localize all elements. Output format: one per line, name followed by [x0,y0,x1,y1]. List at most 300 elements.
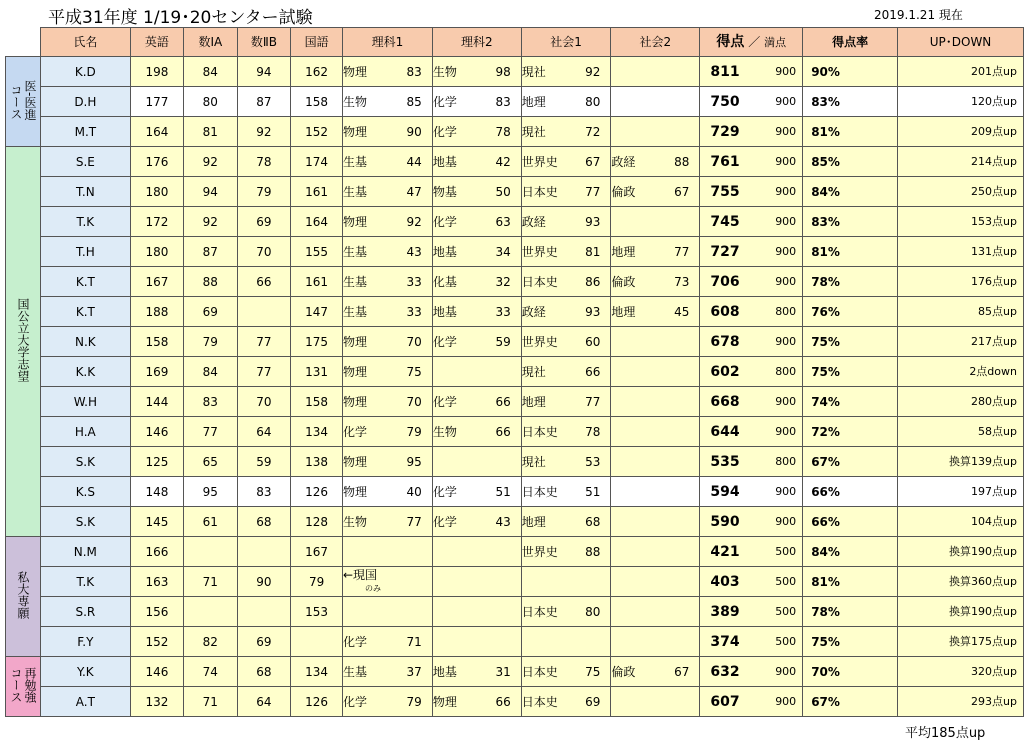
full-value: 900 [775,274,797,288]
table-row [6,687,1024,717]
student-name: K.D [41,57,131,87]
total-value: 706 [710,273,740,290]
score-english: 163 [130,567,183,597]
group-label [6,537,41,657]
social1-cell [521,687,611,717]
science1-value: 92 [406,214,422,229]
science2-cell [432,327,521,357]
total-value: 745 [710,213,740,230]
total-value: 374 [710,633,740,650]
score-math2b: 70 [237,387,291,417]
table-row [6,627,1024,657]
science1-subject: 物理 [342,334,367,349]
science2-value: 42 [495,154,511,169]
social1-cell [521,387,611,417]
average-note: 平均185点up [905,726,986,741]
table-row [6,657,1024,687]
science1-value: 79 [406,424,422,439]
social2-subject: 倫政 [611,184,636,199]
total-score [700,537,803,567]
full-value: 900 [775,394,797,408]
score-japanese: 134 [291,417,343,447]
score-english: 144 [130,387,183,417]
social2-cell [611,357,700,387]
total-value: 602 [710,363,740,380]
total-value: 729 [710,123,740,140]
student-name: A.T [41,687,131,717]
science1-cell [342,237,432,267]
social2-cell [611,507,700,537]
table-row [6,147,1024,177]
score-rate: 70% [803,657,898,687]
science1-subject: 化学 [342,424,367,439]
science1-value: 71 [406,634,422,649]
score-math2b: 64 [237,417,291,447]
full-value: 900 [775,154,797,168]
header-science1: 理科1 [342,28,432,57]
science1-cell [342,687,432,717]
score-rate: 84% [803,537,898,567]
score-english: 148 [130,477,183,507]
science2-subject: 化学 [432,514,457,529]
science2-subject: 地基 [432,154,457,169]
social1-subject: 日本史 [521,274,558,289]
science1-subject: 生基 [342,244,367,259]
social2-value: 73 [674,274,690,289]
social1-subject: 日本史 [521,664,558,679]
score-math1a: 92 [184,207,237,237]
group-label [6,57,41,147]
social2-value: 45 [674,304,690,319]
science1-value: 40 [406,484,422,499]
social2-cell [611,207,700,237]
science1-cell [342,387,432,417]
score-japanese: 155 [291,237,343,267]
total-value: 750 [710,93,740,110]
social1-subject: 世界史 [521,244,558,259]
science2-cell [432,657,521,687]
social1-value: 75 [585,664,601,679]
header-name: 氏名 [41,28,131,57]
science1-value: 44 [406,154,422,169]
score-math1a: 71 [184,687,237,717]
score-math2b: 79 [237,177,291,207]
social1-cell [521,177,611,207]
science1-cell [342,627,432,657]
group-label [6,147,41,537]
header-full: 満点 [764,35,787,49]
science2-cell [432,87,521,117]
social1-subject: 日本史 [521,184,558,199]
total-score [700,357,803,387]
full-value: 800 [775,304,797,318]
up-down: 280点up [898,387,1024,417]
score-japanese: 164 [291,207,343,237]
social1-subject: 世界史 [521,154,558,169]
score-rate: 90% [803,57,898,87]
score-english: 152 [130,627,183,657]
score-japanese: 138 [291,447,343,477]
score-math2b: 94 [237,57,291,87]
science2-subject: 化学 [432,214,457,229]
science2-cell [432,387,521,417]
table-row [6,477,1024,507]
score-math1a [184,597,237,627]
note-sub: のみ [364,583,381,593]
corner-cell [6,28,41,57]
social2-subject: 地理 [611,304,636,319]
social1-value: 66 [585,364,601,379]
science1-subject: 化学 [342,694,367,709]
social2-subject: 政経 [611,154,636,169]
science2-subject: 地基 [432,304,457,319]
science1-value: 33 [406,274,422,289]
social2-cell [611,57,700,87]
score-rate: 83% [803,207,898,237]
up-down: 換算139点up [898,447,1024,477]
up-down: 217点up [898,327,1024,357]
science1-cell [342,537,432,567]
science2-subject: 化学 [432,124,457,139]
full-value: 900 [775,514,797,528]
score-math1a: 69 [184,297,237,327]
score-math2b [237,597,291,627]
up-down: 120点up [898,87,1024,117]
header-row [6,28,1024,57]
score-english: 180 [130,237,183,267]
social2-cell [611,327,700,357]
table-row [6,87,1024,117]
total-score [700,657,803,687]
student-name: T.N [41,177,131,207]
science2-cell [432,447,521,477]
science1-cell [342,267,432,297]
social1-subject: 現社 [521,64,546,79]
score-rate: 81% [803,567,898,597]
total-value: 403 [710,573,740,590]
score-math2b: 78 [237,147,291,177]
student-name: K.S [41,477,131,507]
science2-cell [432,147,521,177]
table-row [6,537,1024,567]
score-english: 177 [130,87,183,117]
full-value: 500 [775,574,797,588]
report-date: 2019.1.21 現在 [874,8,963,22]
social1-subject: 現社 [521,124,546,139]
social1-subject: 現社 [521,454,546,469]
score-rate: 74% [803,387,898,417]
table-row [6,507,1024,537]
science1-subject: 生基 [342,154,367,169]
score-math1a: 65 [184,447,237,477]
science2-cell [432,117,521,147]
social1-value: 78 [585,424,601,439]
science2-cell [432,687,521,717]
score-english: 125 [130,447,183,477]
score-japanese: 126 [291,477,343,507]
score-japanese: 158 [291,387,343,417]
group-text: 再勉強 [23,667,38,703]
total-score [700,297,803,327]
student-name: T.K [41,567,131,597]
science2-cell [432,267,521,297]
total-value: 678 [710,333,740,350]
social1-cell [521,447,611,477]
social1-cell [521,87,611,117]
social1-cell [521,657,611,687]
science1-subject: 生基 [342,184,367,199]
score-math2b [237,297,291,327]
social2-subject: 倫政 [611,664,636,679]
table-row [6,297,1024,327]
social1-value: 69 [585,694,601,709]
full-value: 800 [775,454,797,468]
up-down: 153点up [898,207,1024,237]
total-score [700,327,803,357]
science2-cell [432,177,521,207]
score-english: 169 [130,357,183,387]
science2-value: 78 [495,124,511,139]
table-row [6,177,1024,207]
score-english: 146 [130,417,183,447]
social2-cell [611,87,700,117]
social2-value: 67 [674,184,690,199]
header-math1a: 数ⅠA [184,28,237,57]
science2-subject: 化学 [432,484,457,499]
social1-cell [521,117,611,147]
science2-subject: 化基 [432,274,457,289]
header-social2: 社会2 [611,28,700,57]
science2-subject: 生物 [432,64,457,79]
science1-value: 77 [406,514,422,529]
table-row [6,267,1024,297]
score-math1a: 94 [184,177,237,207]
social2-cell [611,657,700,687]
full-value: 900 [775,484,797,498]
up-down: 293点up [898,687,1024,717]
full-value: 500 [775,604,797,618]
total-score [700,507,803,537]
total-value: 535 [710,453,740,470]
science1-cell [342,87,432,117]
social2-cell [611,687,700,717]
table-row [6,447,1024,477]
table-row [6,597,1024,627]
social1-subject: 日本史 [521,694,558,709]
science2-cell [432,537,521,567]
science1-value: 75 [406,364,422,379]
up-down: 換算190点up [898,597,1024,627]
social1-cell [521,597,611,627]
score-rate: 81% [803,117,898,147]
total-value: 608 [710,303,740,320]
score-math1a: 84 [184,357,237,387]
header-science2: 理科2 [432,28,521,57]
social1-subject: 政経 [521,214,546,229]
total-score [700,597,803,627]
score-math1a: 83 [184,387,237,417]
science2-value: 31 [495,664,511,679]
total-score [700,687,803,717]
science1-value: 37 [406,664,422,679]
score-japanese: 167 [291,537,343,567]
total-value: 727 [710,243,740,260]
science1-cell [342,147,432,177]
score-japanese: 147 [291,297,343,327]
student-name: H.A [41,417,131,447]
social2-cell [611,417,700,447]
social1-cell [521,417,611,447]
social1-cell [521,507,611,537]
science2-value: 98 [495,64,511,79]
student-name: K.K [41,357,131,387]
score-math2b: 59 [237,447,291,477]
student-name: W.H [41,387,131,417]
science1-value: 47 [406,184,422,199]
social1-cell [521,237,611,267]
table-row [6,207,1024,237]
science1-cell [342,417,432,447]
header-score [700,28,803,57]
full-value: 900 [775,124,797,138]
science1-value: 95 [406,454,422,469]
science1-subject: 物理 [342,454,367,469]
science2-value: 66 [495,694,511,709]
score-english: 164 [130,117,183,147]
full-value: 900 [775,334,797,348]
science1-subject: 物理 [342,124,367,139]
score-math1a: 95 [184,477,237,507]
score-math1a: 82 [184,627,237,657]
up-down: 197点up [898,477,1024,507]
social2-value: 67 [674,664,690,679]
score-math1a [184,537,237,567]
science2-subject: 生物 [432,424,457,439]
science2-cell [432,297,521,327]
social2-cell [611,567,700,597]
score-english: 156 [130,597,183,627]
science2-subject: 化学 [432,334,457,349]
science2-value: 51 [495,484,511,499]
social1-subject: 地理 [521,514,546,529]
science2-subject: 地基 [432,664,457,679]
student-name: M.T [41,117,131,147]
social2-value: 88 [674,154,690,169]
table-row [6,237,1024,267]
score-english: 172 [130,207,183,237]
science2-value: 66 [495,394,511,409]
score-english: 146 [130,657,183,687]
total-score [700,207,803,237]
social1-value: 77 [585,184,601,199]
total-value: 668 [710,393,740,410]
score-math2b: 69 [237,207,291,237]
social1-value: 80 [585,94,601,109]
header-rate: 得点率 [803,28,898,57]
header-social1: 社会1 [521,28,611,57]
social2-cell [611,447,700,477]
total-value: 607 [710,693,740,710]
score-math1a: 79 [184,327,237,357]
score-rate: 75% [803,357,898,387]
science2-value: 43 [495,514,511,529]
full-value: 900 [775,64,797,78]
up-down: 換算360点up [898,567,1024,597]
science1-cell [342,357,432,387]
science1-cell [342,567,432,597]
score-japanese: 174 [291,147,343,177]
up-down: 320点up [898,657,1024,687]
score-math1a: 84 [184,57,237,87]
up-down: 104点up [898,507,1024,537]
up-down: 201点up [898,57,1024,87]
table-row [6,117,1024,147]
science2-cell [432,207,521,237]
score-math1a: 77 [184,417,237,447]
score-japanese: 161 [291,267,343,297]
student-name: N.K [41,327,131,357]
score-japanese: 158 [291,87,343,117]
score-rate: 67% [803,447,898,477]
score-english: 132 [130,687,183,717]
science1-value: 83 [406,64,422,79]
score-rate: 85% [803,147,898,177]
total-score [700,87,803,117]
total-value: 389 [710,603,740,620]
science2-cell [432,597,521,627]
score-japanese: 161 [291,177,343,207]
total-score [700,417,803,447]
student-name: S.K [41,507,131,537]
score-math2b: 77 [237,327,291,357]
social2-subject: 地理 [611,244,636,259]
social1-subject: 世界史 [521,334,558,349]
social2-value: 77 [674,244,690,259]
total-value: 644 [710,423,740,440]
score-english: 188 [130,297,183,327]
score-math2b: 68 [237,507,291,537]
student-name: S.K [41,447,131,477]
up-down: 250点up [898,177,1024,207]
score-math2b: 92 [237,117,291,147]
social1-value: 86 [585,274,601,289]
science1-subject: 物理 [342,64,367,79]
table-row [6,387,1024,417]
social1-cell [521,327,611,357]
group-label [6,657,41,717]
table-row [6,567,1024,597]
social1-value: 72 [585,124,601,139]
full-value: 900 [775,214,797,228]
score-math2b: 68 [237,657,291,687]
student-name: F.Y [41,627,131,657]
total-score [700,477,803,507]
social1-subject: 日本史 [521,424,558,439]
total-value: 761 [710,153,740,170]
up-down: 58点up [898,417,1024,447]
header-slash: ／ [748,34,761,49]
score-math2b: 64 [237,687,291,717]
science2-cell [432,237,521,267]
score-math2b: 90 [237,567,291,597]
social1-cell [521,357,611,387]
science1-value: 43 [406,244,422,259]
science2-value: 34 [495,244,511,259]
score-math2b: 69 [237,627,291,657]
full-value: 900 [775,94,797,108]
note-arrow: ←現国 [342,567,378,582]
social2-cell [611,237,700,267]
